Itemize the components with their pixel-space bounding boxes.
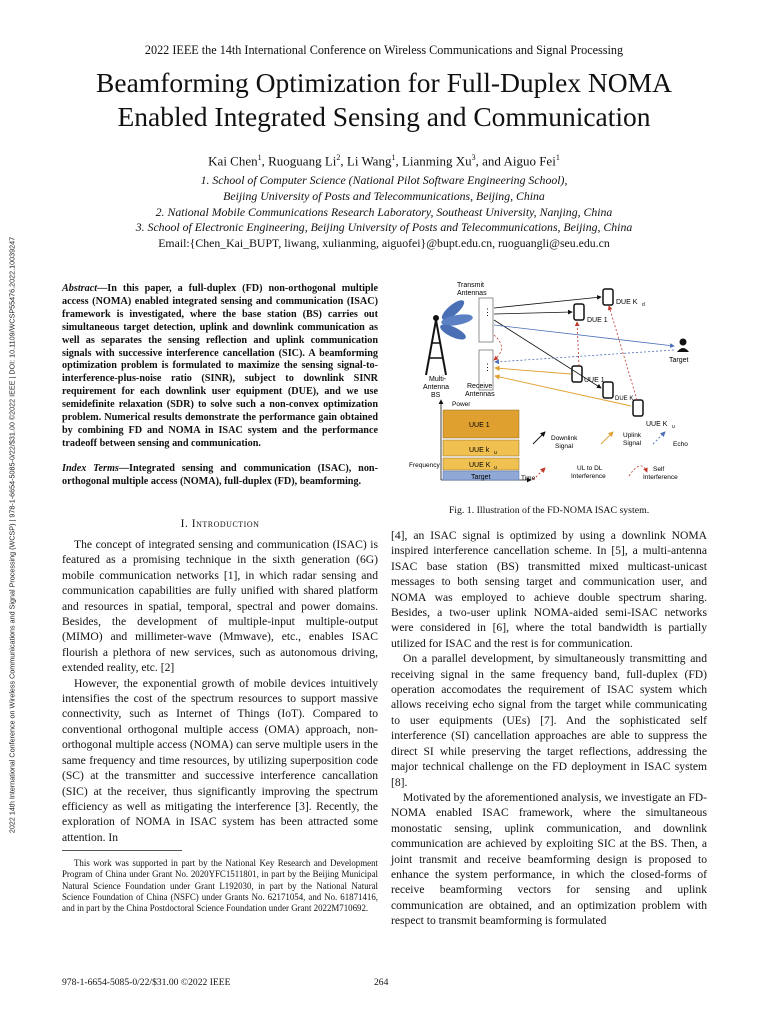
antenna-beam-icon [438, 297, 473, 342]
affiliation-line: 2. National Mobile Communications Research Laboratory, Southeast University, Nanjing, China [155, 205, 613, 219]
legend-ul-dl: UL to DL [577, 465, 603, 472]
footnote-text: This work was supported in part by the National Key Research and Development Program of China under Grant No. 2020YFC1511801, in part by the Beijing Municipal Natural Science Foundation under Grant L192030, in part by the National Natural Science Foundation of China (NSFC) under Grants No. 62171054, and No. 61871416, and in part by the China Postdoctoral Science Foundation under Grant 2022M710692. [62, 858, 378, 914]
label-due-k: DUE K [616, 299, 638, 306]
label-transmit-antennas: Antennas [457, 290, 487, 297]
legend-echo: Echo [673, 441, 688, 448]
figure-caption: Fig. 1. Illustration of the FD-NOMA ISAC system. [448, 505, 650, 516]
footer-copyright: 978-1-6654-5085-0/22/$31.00 ©2022 IEEE [62, 977, 231, 988]
label-due-mid: DUE K [615, 396, 634, 402]
stack-uue1-label: UUE 1 [469, 422, 490, 429]
legend-self: Self [653, 466, 665, 473]
title-line-2: Enabled Integrated Sensing and Communication [117, 101, 651, 132]
author-sup: 2 [336, 153, 341, 162]
stack-target-label: Target [471, 474, 491, 481]
title-line-1: Beamforming Optimization for Full-Duplex NOMA [96, 67, 672, 98]
phone-icon [603, 289, 613, 305]
author-sup: 1 [257, 153, 262, 162]
label-bs: BS [431, 392, 441, 399]
footnote [62, 858, 378, 914]
phone-icon [574, 304, 584, 320]
label-transmit: Transmit [457, 282, 484, 289]
abstract-body: —In this paper, a full-duplex (FD) non-orthogonal multiple access (NOMA) enabled integrated sensing and communication (ISAC) framework is investigated, where the base station (BS) carries out simultaneous target detection, uplink and downlink communication as well as separates the sensing reflection and uplink communication signals with successive interference cancellation (SIC). A beamforming optimization problem is formulated to maximize the sensing signal-to-interference-plus-noise ratio (SINR), subject to downlink SINR requirement for each downlink user equipment (DUE), and we use semidefinite relaxation (SDR) to solve such a non-convex optimization problem. Numerical results demonstrate the performance gain obtained by combining FD and NOMA in ISAC system and the performance tradeoff between sensing and communication. [62, 283, 378, 449]
author-sup: 3 [471, 153, 476, 162]
legend-uplink: Uplink [623, 432, 642, 439]
stack-uuek2-sub: u [494, 465, 497, 471]
author-name: Aiguo Fei [503, 153, 556, 169]
label-multi: Multi- [429, 376, 447, 383]
uplink-arrow [495, 376, 634, 406]
tx-dots: ⋮ [483, 307, 492, 317]
author-name: Kai Chen [208, 153, 258, 169]
affiliation-line: 1. School of Computer Science (National Pilot Software Engineering School), [200, 173, 568, 187]
author-sup: 1 [391, 153, 396, 162]
system-figure [391, 280, 707, 490]
label-target: Target [669, 357, 689, 364]
legend-echo-swatch [653, 432, 665, 444]
section-heading: I. Introduction [180, 517, 260, 530]
sensing-arrow [494, 325, 674, 346]
downlink-arrow [494, 312, 572, 314]
label-uue-1: UUE 1 [584, 377, 605, 384]
paragraph: The concept of integrated sensing and communication (ISAC) is featured as a promising technique in the sixth generation (6G) mobile communication networks [1], in which radar sensing and communication capabilities are fully unified with shared platform and resources in spatial, temporal, spectral and power domains. Besides, the development of multiple-input multiple-output (MIMO) and millimeter-wave (Mmwave), etc., enables ISAC flourish a plethora of new services, such as autonomous driving, extended reality, etc. [2] [62, 538, 378, 675]
legend-downlink-2: Signal [555, 443, 574, 450]
label-receive-antennas: Antennas [465, 391, 495, 398]
author-email: Email:{Chen_Kai_BUPT, liwang, xulianming, aiguofei}@bupt.edu.cn, ruoguangli@seu.edu.cn [158, 236, 610, 250]
system-diagram [391, 280, 707, 490]
stack-uuek-label: UUE k [469, 447, 490, 454]
paragraph: However, the exponential growth of mobile devices intuitively intensifies the cost of the spectrum resources to support massive connectivity, such as Internet of Things (IoT). Compared to conventional orthogonal multiple access (OMA) approach, non-orthogonal multiple access (NOMA) can serve multiple users in the same frequency and time resources, by utilizing superposition code (SC) at the transmitter and successive interference cancallation (SIC) at the receiver, thus significantly improving the spectrum efficiency as well as mitigating the interference [3]. Recently, the exploration of NOMA in ISAC system has been attracted some attention. In [62, 676, 378, 844]
paper-title [0, 66, 768, 134]
label-frequency: Frequency [409, 462, 440, 469]
legend-ul-dl-2: Interference [571, 473, 606, 480]
author-name: Ruoguang Li [268, 153, 337, 169]
doi-sidebar [4, 165, 20, 905]
paragraph: On a parallel development, by simultaneously transmitting and receiving signal in the same frequency band, full-duplex (FD) operation accomodates the requirement of ISAC system which allows receiving echo signal from the target while communicating to user equipments (UEs) [7]. And the sophisticated self interference (SI) cancellation approaches are able to suppress the direct SI while preserving the target reflections, addressing the major technical challenge on the FD deployment in ISAC system [8]. [391, 652, 707, 789]
target-person-icon [677, 339, 689, 353]
author-sup: 1 [555, 153, 560, 162]
rx-dots: ⋮ [483, 362, 492, 372]
label-uue-k-sub: u [672, 424, 675, 430]
affiliation-line: 3. School of Electronic Engineering, Beijing University of Posts and Telecommunications, Beijing, China [135, 220, 633, 234]
index-terms-lead: Index Terms [62, 463, 119, 474]
conference-header: 2022 IEEE the 14th International Conference on Wireless Communications and Signal Processing [144, 43, 624, 57]
self-interference-arrow [494, 335, 502, 360]
paragraph: [4], an ISAC signal is optimized by using a downlink NOMA inspired interference cancellation scheme. In [5], a multi-antenna ISAC base station (BS) transmitted mixed multicast-unicast messages to both sensing target and communication user, and NOMA was employed to achieve double spectrum sharing. Besides, a two-user uplink NOMA-aided semi-ISAC networks were considered in [6], where the total bandwidth is partially utilized for ISAC and the rest is for communication. [391, 529, 707, 650]
page-number: 264 [374, 977, 389, 988]
author-name: Lianming Xu [401, 153, 472, 169]
footnote-divider [62, 850, 182, 851]
downlink-arrow [494, 320, 601, 388]
author-sep: , and [475, 153, 504, 169]
legend-self-2: Interference [643, 474, 678, 481]
legend-downlink-swatch [533, 432, 545, 444]
stack-uuek2-label: UUE K [469, 462, 491, 469]
phone-icon [603, 382, 613, 398]
legend-downlink: Downlink [551, 435, 578, 442]
stack-uuek-sub: u [494, 450, 497, 456]
phone-icon [633, 400, 643, 416]
author-sep: , [261, 153, 269, 169]
abstract [62, 283, 378, 451]
label-uue-k: UUE K [646, 421, 668, 428]
affiliation-line: Beijing University of Posts and Telecommunications, Beijing, China [223, 189, 545, 203]
echo-arrow [495, 350, 674, 362]
left-column-text [62, 537, 378, 845]
label-power: Power [452, 401, 471, 408]
legend-uplink-2: Signal [623, 440, 642, 447]
label-receive: Receive [467, 383, 493, 390]
index-terms-body: —Integrated sensing and communication (ISAC), non-orthogonal multiple access (NOMA), full-duplex (FD), beamforming. [62, 463, 378, 487]
paragraph: Motivated by the aforementioned analysis, we investigate an FD-NOMA enabled ISAC framework, where the simultaneous monostatic sensing, uplink communication, and downlink communication are achieved by exploiting SIC at the BS. Then, a joint transmit and receive beamforming design is proposed to enhance the system performance, in which the closed-forms of receive beamforming vectors for sensing and uplink communication are obtained, and an optimization problem with respect to transmit beamforming is formulated [391, 790, 707, 928]
author-name: Li Wang [346, 153, 392, 169]
author-list [0, 153, 768, 169]
author-sep: , [395, 153, 402, 169]
doi-sidebar-text: 2022 14th International Conference on Wireless Communications and Signal Processing (WCSP) | 978-1-6654-5085-0/22/$31.00 ©2022 IEEE | DOI: 10.1109/WCSP55476.2022.10039247 [7, 236, 17, 834]
downlink-arrow [494, 297, 601, 308]
right-column-text [391, 528, 707, 929]
legend-uplink-swatch [601, 432, 613, 444]
label-due-k-sub: d [642, 302, 645, 308]
label-antenna: Antenna [423, 384, 450, 391]
uplink-arrow [495, 368, 571, 374]
abstract-lead: Abstract [62, 283, 98, 294]
index-terms [62, 463, 378, 489]
interference-arrow [577, 322, 579, 366]
label-time: Time [521, 475, 536, 482]
transmit-antenna-panel [479, 298, 493, 342]
phone-icon [572, 366, 582, 382]
author-sep: , [340, 153, 347, 169]
label-due-1: DUE 1 [587, 317, 608, 324]
